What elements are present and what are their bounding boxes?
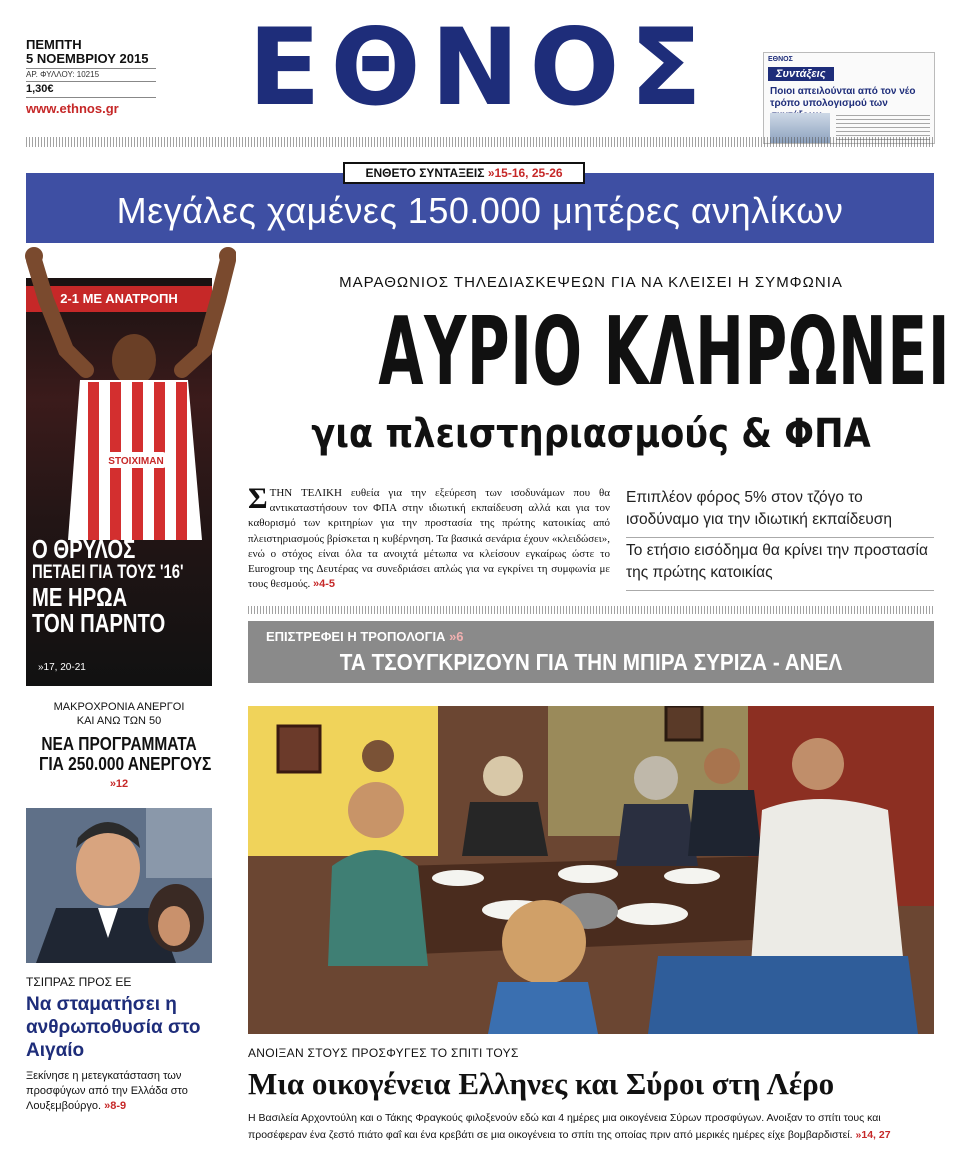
- supplement-promo[interactable]: [763, 52, 935, 144]
- amendment-story[interactable]: [248, 621, 934, 683]
- amendment-headline: ΤΑ ΤΣΟΥΓΚΡΙΖΟΥΝ ΓΙΑ ΤΗΝ ΜΠΙΡΑ ΣΥΡΙΖΑ - ΑΝΕΛ: [339, 649, 843, 675]
- main-subheadline: για πλειστηριασμούς & ΦΠΑ: [311, 411, 871, 457]
- tsipras-body-text: Ξεκίνησε η μετεγκατάσταση των προσφύγων από την Ελλάδα στο Λουξεμβούργο.: [26, 1070, 188, 1112]
- sport-tag: 2-1 ΜΕ ΑΝΑΤΡΟΠΗ: [26, 286, 212, 312]
- date-box: [26, 38, 156, 120]
- section-divider: [248, 606, 934, 614]
- main-pages: »4-5: [313, 578, 336, 591]
- sport-pages: »17, 20-21: [38, 662, 86, 673]
- issue-number: ΑΡ. ΦΥΛΛΟΥ: 10215: [26, 69, 156, 82]
- tsipras-story[interactable]: [26, 975, 216, 1114]
- sport-headline-line-1: Ο ΘΡΥΛΟΣ: [32, 534, 136, 564]
- issue-day: ΠΕΜΠΤΗ: [26, 37, 82, 52]
- player-photo: [6, 240, 236, 540]
- sport-headline-line-3: ΜΕ ΗΡΩΑ: [32, 582, 128, 612]
- supplement-brand: ΕΘΝΟΣ: [768, 56, 793, 63]
- jersey-sponsor: STOIXIMAN: [108, 456, 164, 467]
- supplement-headline: Ποιοι απειλούνται από τον νέο τρόπο υπολογισμού των: [770, 86, 916, 109]
- unemployment-pages: »12: [109, 778, 129, 790]
- website-link[interactable]: www.ethnos.gr: [26, 101, 119, 116]
- issue-price: 1,30€: [26, 82, 156, 98]
- insert-label: ΕΝΘΕΤΟ ΣΥΝΤΑΞΕΙΣ: [365, 166, 485, 180]
- tsipras-pages: »8-9: [104, 1100, 127, 1112]
- family-headline[interactable]: Μια οικογένεια Ελληνες και Σύροι στη Λέρο: [248, 1066, 835, 1101]
- family-body: [248, 1110, 934, 1144]
- insert-tag[interactable]: [343, 162, 585, 184]
- family-photo: [248, 706, 934, 1034]
- main-bullet-1: Επιπλέον φόρος 5% στον τζόγο το ισοδύναμο για την ιδιωτική εκπαίδευση: [626, 487, 934, 538]
- newspaper-logo: ΕΘΝΟΣ: [248, 6, 712, 129]
- main-headline[interactable]: ΑΥΡΙΟ ΚΛΗΡΩΝΕΙ: [378, 298, 951, 407]
- unemployment-headline-1: ΝΕΑ ΠΡΟΓΡΑΜΜΑΤΑ: [41, 734, 197, 754]
- main-dropcap: Σ: [248, 482, 268, 515]
- top-banner-headline[interactable]: Μεγάλες χαμένες 150.000 μητέρες ανηλίκων: [26, 173, 934, 243]
- amendment-kicker-text: ΕΠΙΣΤΡΕΦΕΙ Η ΤΡΟΠΟΛΟΓΙΑ: [266, 629, 446, 644]
- amendment-pages: »6: [449, 629, 464, 644]
- supplement-title: Συντάξεις: [768, 67, 834, 81]
- tsipras-kicker: ΤΣΙΠΡΑΣ ΠΡΟΣ ΕΕ: [26, 975, 132, 989]
- sport-headline-line-2: ΠΕΤΑΕΙ ΓΙΑ ΤΟΥΣ '16': [32, 562, 184, 583]
- unemployment-kicker-2: ΚΑΙ ΑΝΩ ΤΩΝ 50: [76, 715, 162, 727]
- unemployment-story[interactable]: [26, 700, 212, 790]
- family-body-text: Η Βασιλεία Αρχοντούλη και ο Τάκης Φραγκούς φιλοξενούν εδώ και 4 ημέρες μια οικογένεια Σύρων προσφύγων. Ανοιξαν το σπίτι τους και προσέφεραν ένα ζεστό πιάτο φαΐ και ένα κρεβάτι σε μια οικογένεια το σπίτι της οποίας πριν από μερικές ημέρες είχε βομβαρδιστεί.: [248, 1112, 881, 1141]
- unemployment-headline-2: ΓΙΑ 250.000 ΑΝΕΡΓΟΥΣ: [39, 754, 212, 774]
- sport-headline: [32, 534, 184, 638]
- issue-date: 5 ΝΟΕΜΒΡΙΟΥ 2015: [26, 52, 156, 69]
- masthead-divider: [26, 137, 934, 147]
- insert-pages: »15-16, 25-26: [487, 166, 563, 180]
- sport-headline-line-4: ΤΟΝ ΠΑΡΝΤΟ: [32, 608, 166, 638]
- family-pages: »14, 27: [855, 1129, 891, 1141]
- family-kicker: ΑΝΟΙΞΑΝ ΣΤΟΥΣ ΠΡΟΣΦΥΓΕΣ ΤΟ ΣΠΙΤΙ ΤΟΥΣ: [248, 1046, 519, 1060]
- sport-story[interactable]: [26, 278, 212, 686]
- main-kicker: ΜΑΡΑΘΩΝΙΟΣ ΤΗΛΕΔΙΑΣΚΕΨΕΩΝ ΓΙΑ ΝΑ ΚΛΕΙΣΕΙ Η ΣΥΜΦΩΝΙΑ: [339, 274, 843, 291]
- main-body: [248, 482, 610, 592]
- tsipras-headline: Να σταματήσει η ανθρωποθυσία στο Αιγαίο: [26, 994, 201, 1061]
- tsipras-photo: [26, 808, 212, 963]
- tsipras-body: [26, 1069, 216, 1114]
- unemployment-kicker-1: ΜΑΚΡΟΧΡΟΝΙΑ ΑΝΕΡΓΟΙ: [53, 701, 185, 713]
- main-bullet-2: Το ετήσιο εισόδημα θα κρίνει την προστασία της πρώτης κατοικίας: [626, 540, 934, 591]
- amendment-kicker: [266, 629, 464, 644]
- main-body-text: ΤΗΝ ΤΕΛΙΚΗ ευθεία για την εξεύρεση των ισοδυνάμων που θα αντικαταστήσουν τον ΦΠΑ στην ιδιωτική εκπαίδευση αλλά και για τον καθορισμό των κριτηρίων για την προστασία της πρώτης κατοικίας από πλειστηριασμούς βρίσκεται η κυβέρνηση. Τα βασικά σενάρια έχουν «κλειδώσει», ενώ ο στόχος είναι όλα τα ανοιχτά μέτωπα να κλείσουν εγκαίρως ώστε το Eurogroup της Δευτέρας να συνεδριάσει απλώς για να εγκρίνει τη συμφωνία με τους θεσμούς.: [248, 487, 610, 591]
